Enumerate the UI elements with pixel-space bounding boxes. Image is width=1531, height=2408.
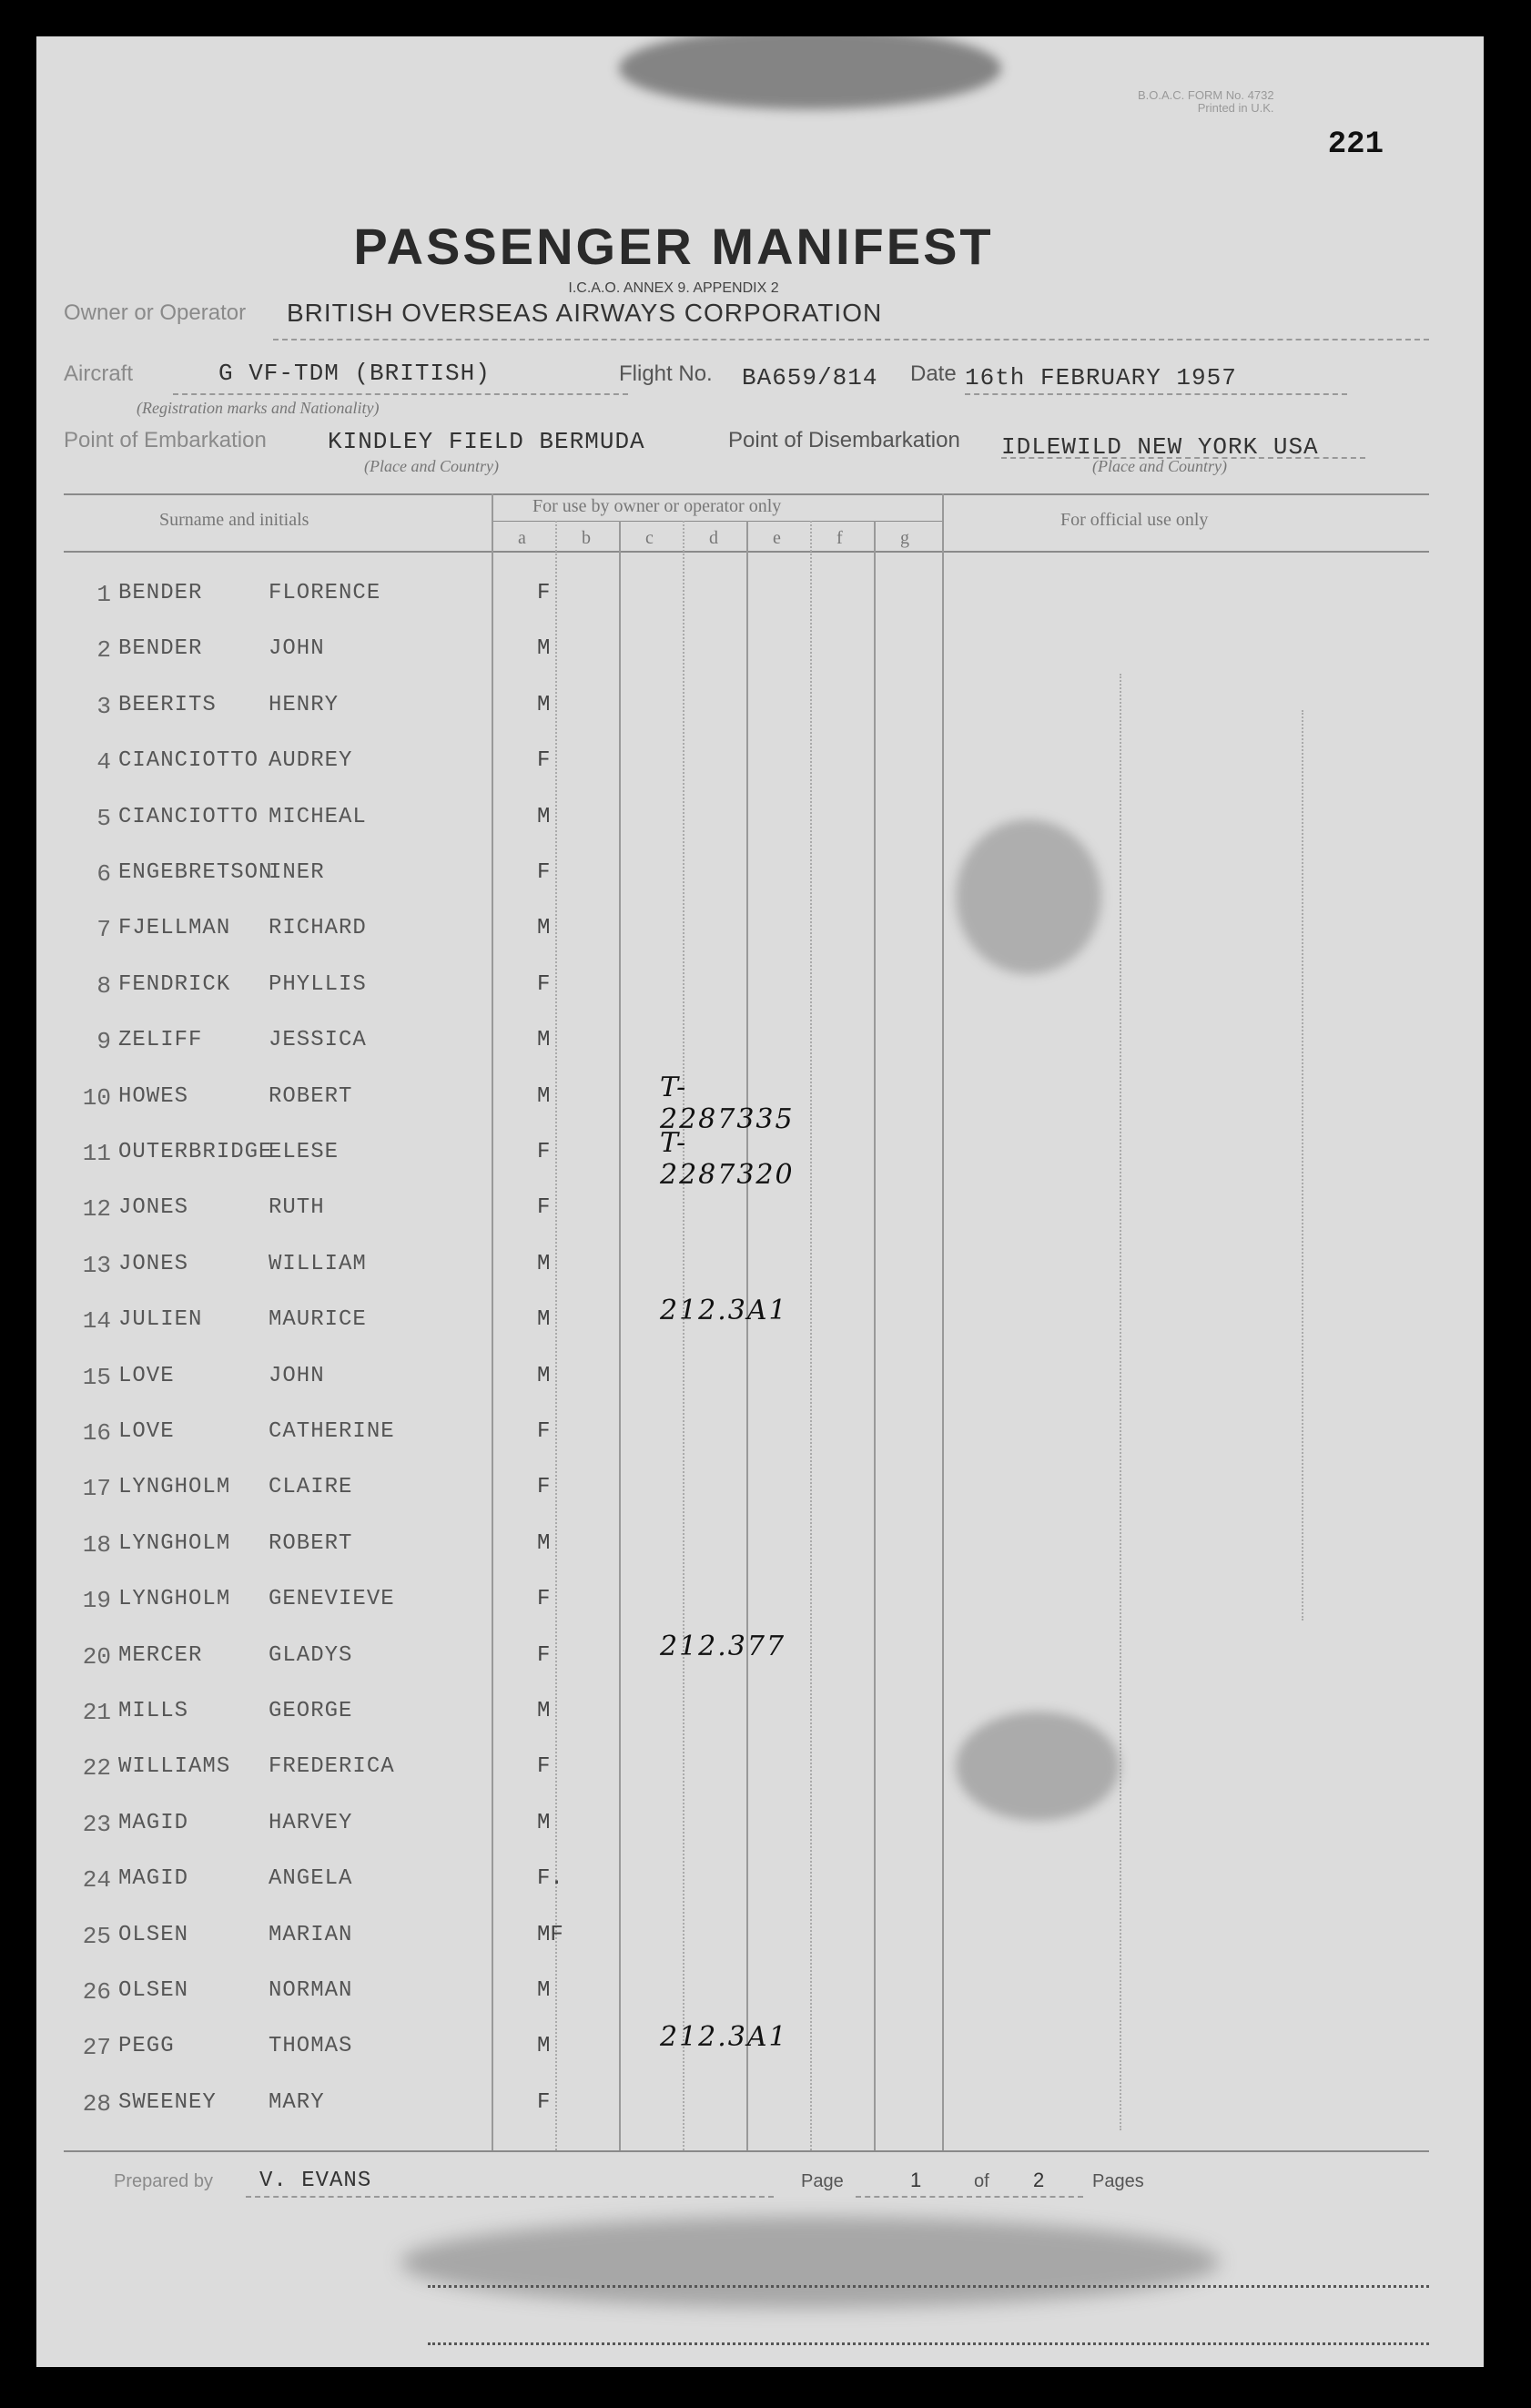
passenger-surname: FENDRICK — [118, 971, 231, 997]
passenger-given-name: FLORENCE — [269, 581, 381, 605]
passenger-surname: JONES — [118, 1195, 189, 1221]
passenger-sex: M — [537, 1307, 551, 1333]
passenger-sex: M — [537, 1530, 551, 1556]
passenger-given-name: MARY — [269, 2089, 325, 2115]
passenger-sex: M — [537, 1978, 551, 2003]
passenger-surname: MAGID — [118, 1810, 189, 1835]
passenger-number: 10 — [82, 1083, 111, 1112]
passenger-sex: F — [537, 1475, 551, 1500]
passenger-sex: MF — [537, 1922, 563, 1947]
passenger-surname: LOVE — [118, 1419, 175, 1444]
passenger-given-name: WILLIAM — [269, 1251, 367, 1276]
passenger-given-name: MARIAN — [269, 1922, 353, 1947]
passenger-surname: LYNGHOLM — [118, 1530, 231, 1556]
passenger-given-name: MAURICE — [269, 1307, 367, 1333]
passenger-given-name: THOMAS — [269, 2034, 353, 2059]
passenger-surname: MERCER — [118, 1642, 203, 1668]
column-header-owner: For use by owner or operator only — [532, 496, 782, 516]
passenger-sex: F — [537, 2089, 551, 2115]
passenger-given-name: INER — [269, 860, 325, 885]
passenger-number: 3 — [96, 692, 111, 720]
total-pages-value: 2 — [1033, 2169, 1046, 2191]
passenger-surname: BENDER — [118, 581, 203, 605]
passenger-given-name: JOHN — [269, 636, 325, 662]
passenger-given-name: RICHARD — [269, 916, 367, 941]
prepared-by-label: Prepared by — [114, 2171, 213, 2191]
passenger-surname: CIANCIOTTO — [118, 748, 259, 774]
passenger-sex: F — [537, 971, 551, 997]
passenger-number: 1 — [96, 581, 111, 608]
prepared-by-value: V. EVANS — [259, 2169, 372, 2193]
passenger-sex: M — [537, 1810, 551, 1835]
passenger-sex: F — [537, 748, 551, 774]
passenger-number: 11 — [82, 1140, 111, 1167]
passenger-sex: F — [537, 1754, 551, 1780]
passenger-surname: LYNGHOLM — [118, 1475, 231, 1500]
passenger-surname: BEERITS — [118, 692, 217, 717]
passenger-surname: JULIEN — [118, 1307, 203, 1333]
passenger-surname: CIANCIOTTO — [118, 804, 259, 829]
passenger-number: 9 — [96, 1028, 111, 1056]
scan-artifact — [428, 2285, 1429, 2345]
document-title: PASSENGER MANIFEST — [353, 218, 994, 275]
embarkation-label: Point of Embarkation — [64, 428, 267, 452]
passenger-sex: M — [537, 804, 551, 829]
handwritten-note: 212.3A1 — [660, 2021, 788, 2054]
aircraft-label: Aircraft — [64, 361, 134, 386]
passenger-number: 21 — [82, 1699, 111, 1726]
disembarkation-caption: (Place and Country) — [1092, 457, 1227, 475]
passenger-number: 27 — [82, 2034, 111, 2062]
column-letter: e — [773, 528, 781, 548]
passenger-number: 22 — [82, 1754, 111, 1783]
owner-label: Owner or Operator — [64, 300, 247, 325]
passenger-number: 15 — [82, 1363, 111, 1391]
column-letter: d — [709, 528, 718, 548]
passenger-sex: M — [537, 692, 551, 717]
passenger-sex: F — [537, 860, 551, 885]
passenger-given-name: PHYLLIS — [269, 971, 367, 997]
flight-value: BA659/814 — [742, 364, 878, 391]
passenger-sex: M — [537, 1251, 551, 1276]
column-header-official: For official use only — [1060, 510, 1209, 530]
passenger-sex: M — [537, 1699, 551, 1723]
column-header-name: Surname and initials — [159, 510, 309, 530]
column-letter: b — [582, 528, 591, 548]
column-letter: c — [645, 528, 654, 548]
passenger-sex: M — [537, 1363, 551, 1388]
passenger-given-name: HARVEY — [269, 1810, 353, 1835]
disembarkation-label: Point of Disembarkation — [728, 428, 960, 452]
passenger-given-name: RUTH — [269, 1195, 325, 1221]
page-stamp-number: 221 — [1327, 127, 1384, 162]
passenger-number: 23 — [82, 1810, 111, 1838]
passenger-given-name: NORMAN — [269, 1978, 353, 2003]
passenger-number: 8 — [96, 971, 111, 1000]
passenger-sex: F — [537, 1587, 551, 1612]
of-label: of — [974, 2171, 989, 2191]
passenger-number: 5 — [96, 804, 111, 832]
passenger-surname: WILLIAMS — [118, 1754, 231, 1780]
passenger-given-name: ANGELA — [269, 1866, 353, 1892]
pages-label: Pages — [1092, 2171, 1144, 2191]
column-letter: f — [836, 528, 843, 548]
passenger-sex: M — [537, 1028, 551, 1053]
column-letter: g — [900, 528, 909, 548]
passenger-sex: M — [537, 636, 551, 662]
passenger-surname: OLSEN — [118, 1978, 189, 2003]
handwritten-note: T-2287320 — [660, 1127, 795, 1191]
passenger-surname: FJELLMAN — [118, 916, 231, 941]
passenger-given-name: CATHERINE — [269, 1419, 395, 1444]
passenger-surname: MAGID — [118, 1866, 189, 1892]
passenger-number: 4 — [96, 748, 111, 777]
passenger-surname: ENGEBRETSON — [118, 860, 273, 885]
owner-value: BRITISH OVERSEAS AIRWAYS CORPORATION — [287, 299, 883, 327]
passenger-given-name: MICHEAL — [269, 804, 367, 829]
passenger-sex: M — [537, 916, 551, 941]
passenger-number: 2 — [96, 636, 111, 665]
passenger-sex: F. — [537, 1866, 563, 1892]
passenger-given-name: JESSICA — [269, 1028, 367, 1053]
passenger-given-name: ELESE — [269, 1140, 340, 1164]
page-label: Page — [801, 2171, 844, 2191]
passenger-number: 19 — [82, 1587, 111, 1615]
passenger-sex: M — [537, 1083, 551, 1109]
embarkation-caption: (Place and Country) — [364, 457, 499, 475]
passenger-given-name: JOHN — [269, 1363, 325, 1388]
passenger-number: 24 — [82, 1866, 111, 1895]
passenger-number: 26 — [82, 1978, 111, 2006]
passenger-surname: BENDER — [118, 636, 203, 662]
passenger-surname: OUTERBRIDGE — [118, 1140, 273, 1164]
ink-smudge — [619, 36, 1001, 109]
disembarkation-value: IDLEWILD NEW YORK USA — [1001, 433, 1319, 461]
passenger-number: 14 — [82, 1307, 111, 1336]
handwritten-note: T-2287335 — [660, 1071, 795, 1135]
embarkation-value: KINDLEY FIELD BERMUDA — [328, 428, 645, 455]
passenger-surname: SWEENEY — [118, 2089, 217, 2115]
passenger-given-name: CLAIRE — [269, 1475, 353, 1500]
passenger-given-name: GLADYS — [269, 1642, 353, 1668]
passenger-surname: JONES — [118, 1251, 189, 1276]
passenger-sex: F — [537, 1195, 551, 1221]
passenger-given-name: FREDERICA — [269, 1754, 395, 1780]
flight-label: Flight No. — [619, 361, 713, 386]
passenger-surname: HOWES — [118, 1083, 189, 1109]
passenger-surname: PEGG — [118, 2034, 175, 2059]
ink-smudge — [956, 1712, 1120, 1821]
passenger-surname: LYNGHOLM — [118, 1587, 231, 1612]
passenger-given-name: AUDREY — [269, 748, 353, 774]
date-value: 16th FEBRUARY 1957 — [965, 364, 1237, 391]
passenger-number: 7 — [96, 916, 111, 944]
date-label: Date — [910, 361, 957, 386]
passenger-number: 18 — [82, 1530, 111, 1559]
passenger-number: 13 — [82, 1251, 111, 1279]
passenger-surname: MILLS — [118, 1699, 189, 1723]
passenger-given-name: GENEVIEVE — [269, 1587, 395, 1612]
ink-smudge — [956, 819, 1101, 974]
passenger-surname: OLSEN — [118, 1922, 189, 1947]
handwritten-note: 212.3A1 — [660, 1295, 788, 1327]
aircraft-value: G VF-TDM (BRITISH) — [218, 360, 491, 387]
passenger-sex: M — [537, 2034, 551, 2059]
passenger-number: 20 — [82, 1642, 111, 1671]
passenger-sex: F — [537, 1140, 551, 1164]
passenger-number: 6 — [96, 860, 111, 888]
passenger-number: 25 — [82, 1922, 111, 1950]
aircraft-caption: (Registration marks and Nationality) — [137, 399, 380, 417]
document-subtitle: I.C.A.O. ANNEX 9. APPENDIX 2 — [568, 280, 779, 296]
page-value: 1 — [910, 2169, 923, 2191]
passenger-given-name: ROBERT — [269, 1083, 353, 1109]
passenger-given-name: ROBERT — [269, 1530, 353, 1556]
passenger-number: 16 — [82, 1419, 111, 1447]
passenger-number: 17 — [82, 1475, 111, 1503]
passenger-surname: ZELIFF — [118, 1028, 203, 1053]
handwritten-note: 212.377 — [660, 1630, 786, 1662]
passenger-given-name: HENRY — [269, 692, 340, 717]
passenger-surname: LOVE — [118, 1363, 175, 1388]
passenger-sex: F — [537, 581, 551, 605]
passenger-number: 12 — [82, 1195, 111, 1224]
passenger-given-name: GEORGE — [269, 1699, 353, 1723]
manifest-page — [36, 36, 1484, 2367]
column-letter: a — [518, 528, 526, 548]
passenger-sex: F — [537, 1419, 551, 1444]
passenger-sex: F — [537, 1642, 551, 1668]
passenger-number: 28 — [82, 2089, 111, 2118]
form-reference: B.O.A.C. FORM No. 4732 Printed in U.K. — [1138, 88, 1274, 115]
